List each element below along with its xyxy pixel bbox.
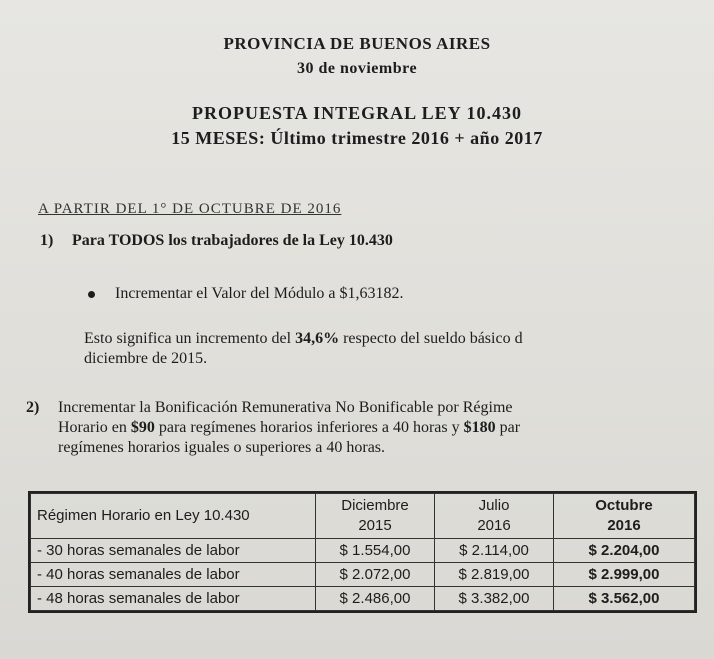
col-header-line2: 2016 xyxy=(607,517,641,534)
salary-table-wrapper xyxy=(28,491,697,613)
increment-paragraph xyxy=(84,329,714,369)
cell-value: $ 1.554,00 xyxy=(316,539,435,563)
period-subtitle: 15 MESES: Último trimestre 2016 + año 2017 xyxy=(171,128,543,148)
row-label: - 48 horas semanales de labor xyxy=(31,587,316,611)
amount-180: $180 xyxy=(463,419,496,436)
row-label: - 40 horas semanales de labor xyxy=(31,563,316,587)
cell-value: $ 2.114,00 xyxy=(435,539,554,563)
salary-table xyxy=(30,493,695,611)
module-bullet xyxy=(88,285,404,303)
col-header-julio xyxy=(435,494,554,539)
col-header-line1: Diciembre xyxy=(341,497,409,514)
item-2-paragraph xyxy=(26,398,714,458)
table-row xyxy=(31,563,695,587)
cell-value: $ 2.486,00 xyxy=(316,587,435,611)
item-2-line2-a: Horario en xyxy=(58,419,131,436)
cell-value: $ 3.382,00 xyxy=(435,587,554,611)
col-header-line1: Julio xyxy=(478,497,510,514)
item-1-heading xyxy=(40,232,393,250)
row-label: - 30 horas semanales de labor xyxy=(31,539,316,563)
increment-text-line2: diciembre de 2015. xyxy=(84,350,208,367)
item-2-line2-c: para regímenes horarios inferiores a 40 horas y xyxy=(154,419,464,436)
cell-value: $ 2.204,00 xyxy=(554,539,695,563)
item-2-number: 2) xyxy=(26,399,40,416)
regimen-header: Régimen Horario en Ley 10.430 xyxy=(31,494,316,539)
bullet-icon xyxy=(88,291,95,298)
cell-value: $ 2.072,00 xyxy=(316,563,435,587)
item-1-text: Para TODOS los trabajadores de la Ley 10.430 xyxy=(72,232,393,249)
increment-text-post: respecto del sueldo básico d xyxy=(339,330,523,347)
increment-percent: 34,6% xyxy=(295,330,340,347)
cell-value: $ 2.999,00 xyxy=(554,563,695,587)
date-line: 30 de noviembre xyxy=(296,60,418,77)
table-header-row xyxy=(31,494,695,539)
table-row xyxy=(31,539,695,563)
col-header-line2: 2016 xyxy=(477,517,511,534)
item-2-line2 xyxy=(26,418,714,438)
section-heading: A PARTIR DEL 1° DE OCTUBRE DE 2016 xyxy=(38,201,342,217)
cell-value: $ 3.562,00 xyxy=(554,587,695,611)
col-header-diciembre xyxy=(316,494,435,539)
col-header-line2: 2015 xyxy=(358,517,392,534)
item-1-number: 1) xyxy=(40,232,54,249)
module-bullet-text: Incrementar el Valor del Módulo a $1,63182. xyxy=(115,285,404,302)
item-2-line3: regímenes horarios iguales o superiores a 40 horas. xyxy=(58,439,386,456)
item-2-line1: Incrementar la Bonificación Remunerativa No Bonificable por Régime xyxy=(58,399,513,416)
col-header-octubre xyxy=(554,494,695,539)
col-header-line1: Octubre xyxy=(595,497,653,514)
proposal-title: PROPUESTA INTEGRAL LEY 10.430 xyxy=(191,103,523,123)
increment-text-pre: Esto significa un incremento del xyxy=(84,330,296,347)
table-row xyxy=(31,587,695,611)
amount-90: $90 xyxy=(130,419,155,436)
cell-value: $ 2.819,00 xyxy=(435,563,554,587)
province-title: PROVINCIA DE BUENOS AIRES xyxy=(223,34,491,53)
item-2-line2-e: par xyxy=(495,419,521,436)
